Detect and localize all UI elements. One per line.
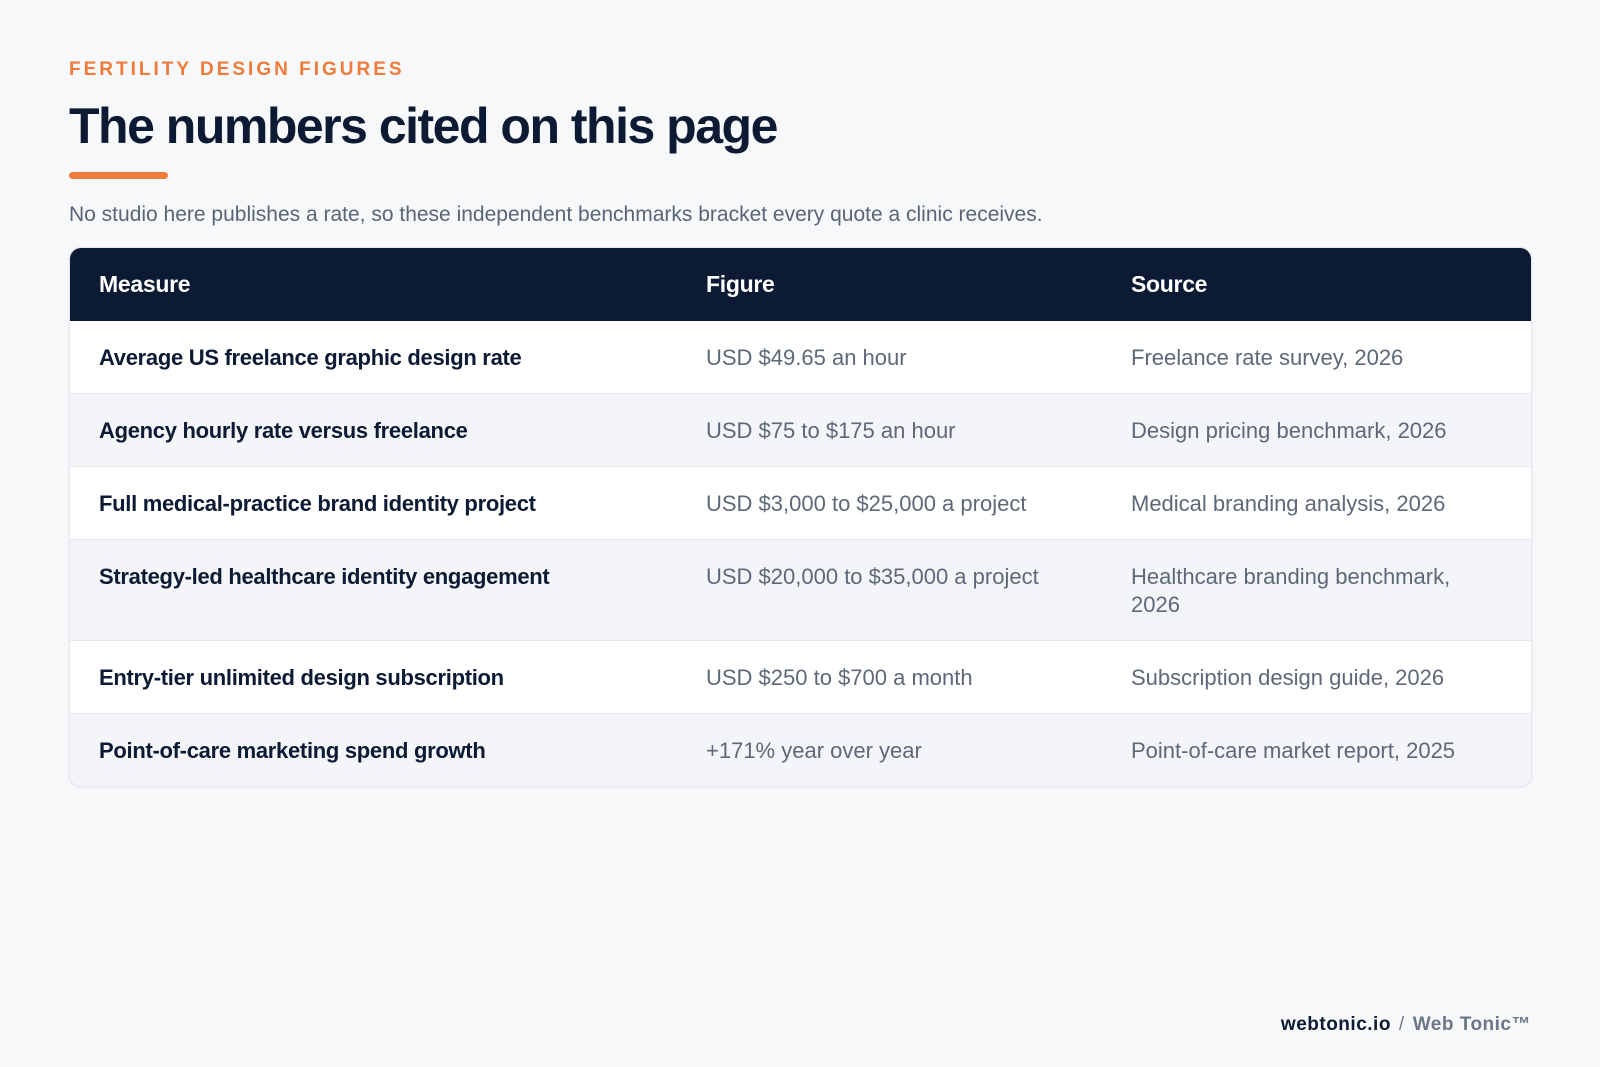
footer-brand: Web Tonic™	[1412, 1014, 1531, 1035]
column-header-source: Source	[1131, 271, 1208, 297]
cell-source: Freelance rate survey, 2026	[1131, 345, 1404, 370]
cell-measure: Agency hourly rate versus freelance	[70, 394, 677, 467]
cell-measure: Point-of-care marketing spend growth	[70, 714, 677, 787]
cell-measure: Entry-tier unlimited design subscription	[70, 641, 677, 714]
table-row	[70, 321, 1531, 394]
header-row	[70, 248, 1531, 321]
footer-domain-link[interactable]: webtonic.io	[1280, 1014, 1391, 1035]
footer-separator: /	[1398, 1014, 1405, 1035]
table-header	[70, 248, 1531, 321]
cell-figure: USD $3,000 to $25,000 a project	[677, 467, 1102, 540]
cell-figure: USD $250 to $700 a month	[677, 641, 1102, 714]
page-subtitle: No studio here publishes a rate, so these independent benchmarks bracket every quote a clinic receives.	[69, 203, 1043, 226]
cell-figure: +171% year over year	[677, 714, 1102, 787]
cell-source: Healthcare branding benchmark, 2026	[1102, 540, 1531, 641]
cell-figure: USD $20,000 to $35,000 a project	[677, 540, 1102, 641]
column-header-measure: Measure	[99, 271, 191, 297]
title-underline	[69, 172, 168, 179]
eyebrow-label: FERTILITY DESIGN FIGURES	[69, 59, 405, 80]
cell-source: Medical branding analysis, 2026	[1102, 467, 1531, 540]
column-header-figure: Figure	[706, 271, 775, 297]
cell-source: Point-of-care market report, 2025	[1102, 714, 1531, 787]
cell-source: Subscription design guide, 2026	[1102, 641, 1531, 714]
figures-table	[70, 248, 1531, 786]
cell-figure: USD $49.65 an hour	[706, 345, 907, 370]
cell-figure: USD $75 to $175 an hour	[677, 394, 1102, 467]
footer-credit	[1281, 1013, 1531, 1037]
table-row	[70, 641, 1531, 714]
table-row	[70, 714, 1531, 787]
cell-measure: Full medical-practice brand identity project	[70, 467, 677, 540]
table-body	[70, 321, 1531, 786]
table-row	[70, 540, 1531, 641]
page-title: The numbers cited on this page	[69, 98, 777, 154]
figures-table-card	[69, 247, 1532, 787]
cell-measure: Strategy-led healthcare identity engagement	[70, 540, 677, 641]
cell-measure: Average US freelance graphic design rate	[99, 345, 522, 370]
cell-source: Design pricing benchmark, 2026	[1102, 394, 1531, 467]
table-row	[70, 394, 1531, 467]
table-row	[70, 467, 1531, 540]
page-header	[69, 58, 1531, 229]
